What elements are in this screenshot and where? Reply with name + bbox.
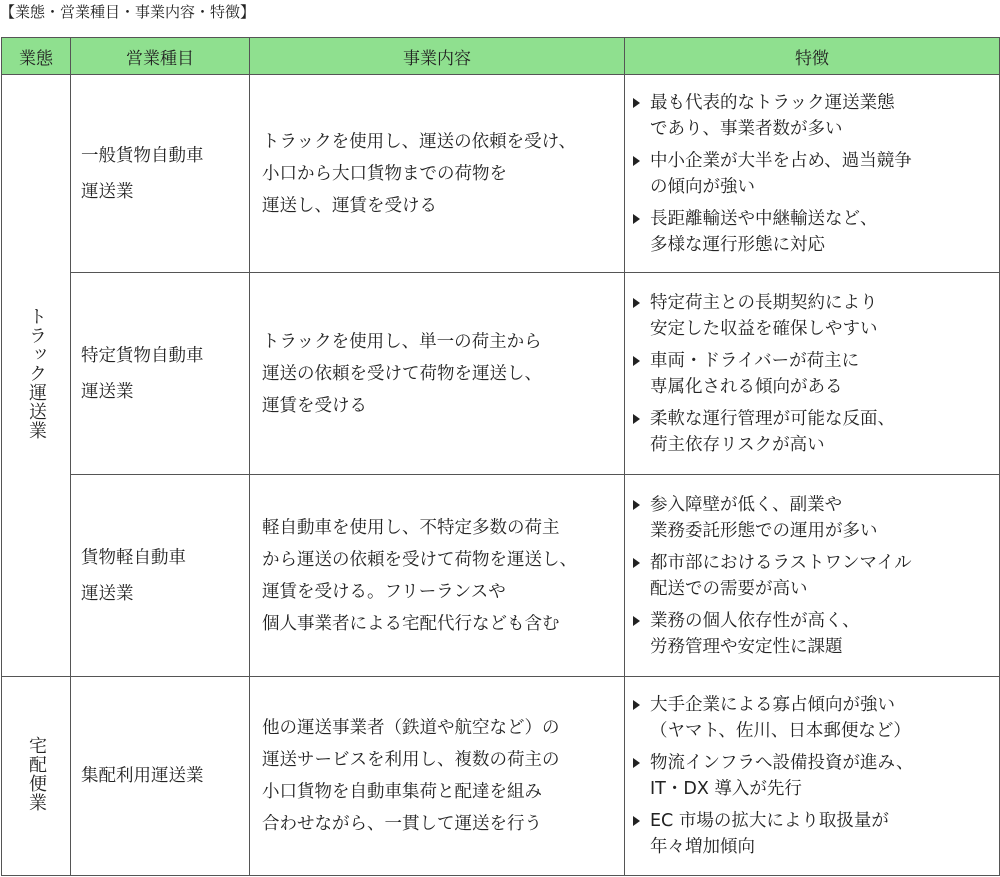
feature-item bbox=[633, 608, 999, 660]
business-item-line: 一般貨物自動車 bbox=[81, 145, 204, 166]
feature-item bbox=[633, 808, 999, 860]
feature-item bbox=[633, 550, 999, 602]
table-row bbox=[2, 475, 1000, 677]
business-item-cell bbox=[71, 475, 250, 677]
triangle-bullet-icon bbox=[633, 616, 640, 626]
category-label: トラック運送業 bbox=[26, 306, 47, 440]
feature-item bbox=[633, 692, 999, 744]
feature-item bbox=[633, 206, 999, 258]
feature-text: 車両・ドライバーが荷主に 専属化される傾向がある bbox=[650, 350, 860, 397]
business-content-cell bbox=[250, 475, 625, 677]
feature-text: 大手企業による寡占傾向が強い （ヤマト、佐川、日本郵便など） bbox=[650, 695, 911, 741]
triangle-bullet-icon bbox=[633, 414, 640, 424]
header-features: 特徴 bbox=[625, 38, 1000, 75]
feature-item bbox=[633, 492, 999, 544]
content-line: 小口貨物を自動車集荷と配達を組み bbox=[262, 782, 542, 802]
triangle-bullet-icon bbox=[633, 500, 640, 510]
features-cell bbox=[625, 677, 1000, 876]
triangle-bullet-icon bbox=[633, 214, 640, 224]
features-cell bbox=[625, 475, 1000, 677]
features-cell bbox=[625, 273, 1000, 475]
triangle-bullet-icon bbox=[633, 758, 640, 768]
feature-item bbox=[633, 750, 999, 802]
triangle-bullet-icon bbox=[633, 356, 640, 366]
content-line: 軽自動車を使用し、不特定多数の荷主 bbox=[262, 517, 560, 538]
features-cell bbox=[625, 75, 1000, 273]
feature-text: 物流インフラへ設備投資が進み、 IT・DX 導入が先行 bbox=[650, 753, 914, 799]
content-line: 合わせながら、一貫して運送を行う bbox=[262, 814, 542, 834]
business-content-cell bbox=[250, 273, 625, 475]
content-line: から運送の依頼を受けて荷物を運送し、 bbox=[262, 549, 577, 570]
content-line: トラックを使用し、運送の依頼を受け、 bbox=[262, 131, 576, 152]
triangle-bullet-icon bbox=[633, 98, 640, 108]
business-item-line: 集配利用運送業 bbox=[81, 766, 204, 786]
feature-item bbox=[633, 348, 999, 400]
content-line: 運送サービスを利用し、複数の荷主の bbox=[262, 750, 560, 770]
feature-text: 柔軟な運行管理が可能な反面、 荷主依存リスクが高い bbox=[650, 408, 895, 455]
business-item-cell bbox=[71, 75, 250, 273]
feature-text: 中小企業が大半を占め、過当競争 の傾向が強い bbox=[650, 150, 912, 197]
feature-text: 最も代表的なトラック運送業態 であり、事業者数が多い bbox=[650, 92, 895, 139]
business-item-cell bbox=[71, 273, 250, 475]
feature-text: 特定荷主との長期契約により 安定した収益を確保しやすい bbox=[650, 292, 878, 339]
business-item-cell bbox=[71, 677, 250, 876]
content-line: 運送し、運賃を受ける bbox=[262, 195, 437, 216]
business-item-line: 特定貨物自動車 bbox=[81, 345, 204, 366]
triangle-bullet-icon bbox=[633, 558, 640, 568]
table-caption: 【業態・営業種目・事業内容・特徴】 bbox=[0, 3, 256, 21]
triangle-bullet-icon bbox=[633, 156, 640, 166]
content-line: 運送の依頼を受けて荷物を運送し、 bbox=[262, 363, 542, 384]
triangle-bullet-icon bbox=[633, 700, 640, 710]
category-cell-truck bbox=[2, 75, 71, 677]
business-content-cell bbox=[250, 75, 625, 273]
business-item-line: 運送業 bbox=[81, 181, 134, 202]
header-business-content: 事業内容 bbox=[250, 38, 625, 75]
business-item-line: 運送業 bbox=[81, 583, 134, 604]
feature-item bbox=[633, 406, 999, 458]
content-line: 運賃を受ける。フリーランスや bbox=[262, 581, 506, 602]
business-type-table bbox=[1, 37, 1000, 876]
business-content-cell bbox=[250, 677, 625, 876]
feature-text: 業務の個人依存性が高く、 労務管理や安定性に課題 bbox=[650, 610, 860, 657]
header-business-item: 営業種目 bbox=[71, 38, 250, 75]
feature-text: 都市部におけるラストワンマイル 配送での需要が高い bbox=[650, 552, 912, 599]
category-cell-parcel bbox=[2, 677, 71, 876]
table-row bbox=[2, 273, 1000, 475]
table-row bbox=[2, 677, 1000, 876]
feature-item bbox=[633, 90, 999, 142]
feature-text: 参入障壁が低く、副業や 業務委託形態での運用が多い bbox=[650, 494, 878, 541]
content-line: 小口から大口貨物までの荷物を bbox=[262, 163, 507, 184]
feature-text: EC 市場の拡大により取扱量が 年々増加傾向 bbox=[650, 811, 889, 857]
header-category: 業態 bbox=[2, 38, 71, 75]
triangle-bullet-icon bbox=[633, 298, 640, 308]
feature-text: 長距離輸送や中継輸送など、 多様な運行形態に対応 bbox=[650, 208, 878, 255]
business-item-line: 運送業 bbox=[81, 381, 134, 402]
content-line: 個人事業者による宅配代行なども含む bbox=[262, 613, 560, 634]
content-line: トラックを使用し、単一の荷主から bbox=[262, 331, 542, 352]
header-row bbox=[2, 38, 1000, 75]
table-row bbox=[2, 75, 1000, 273]
feature-item bbox=[633, 148, 999, 200]
business-item-line: 貨物軽自動車 bbox=[81, 547, 186, 568]
feature-item bbox=[633, 290, 999, 342]
triangle-bullet-icon bbox=[633, 816, 640, 826]
content-line: 他の運送事業者（鉄道や航空など）の bbox=[262, 718, 560, 738]
category-label: 宅配便業 bbox=[26, 735, 47, 812]
content-line: 運賃を受ける bbox=[262, 395, 367, 416]
